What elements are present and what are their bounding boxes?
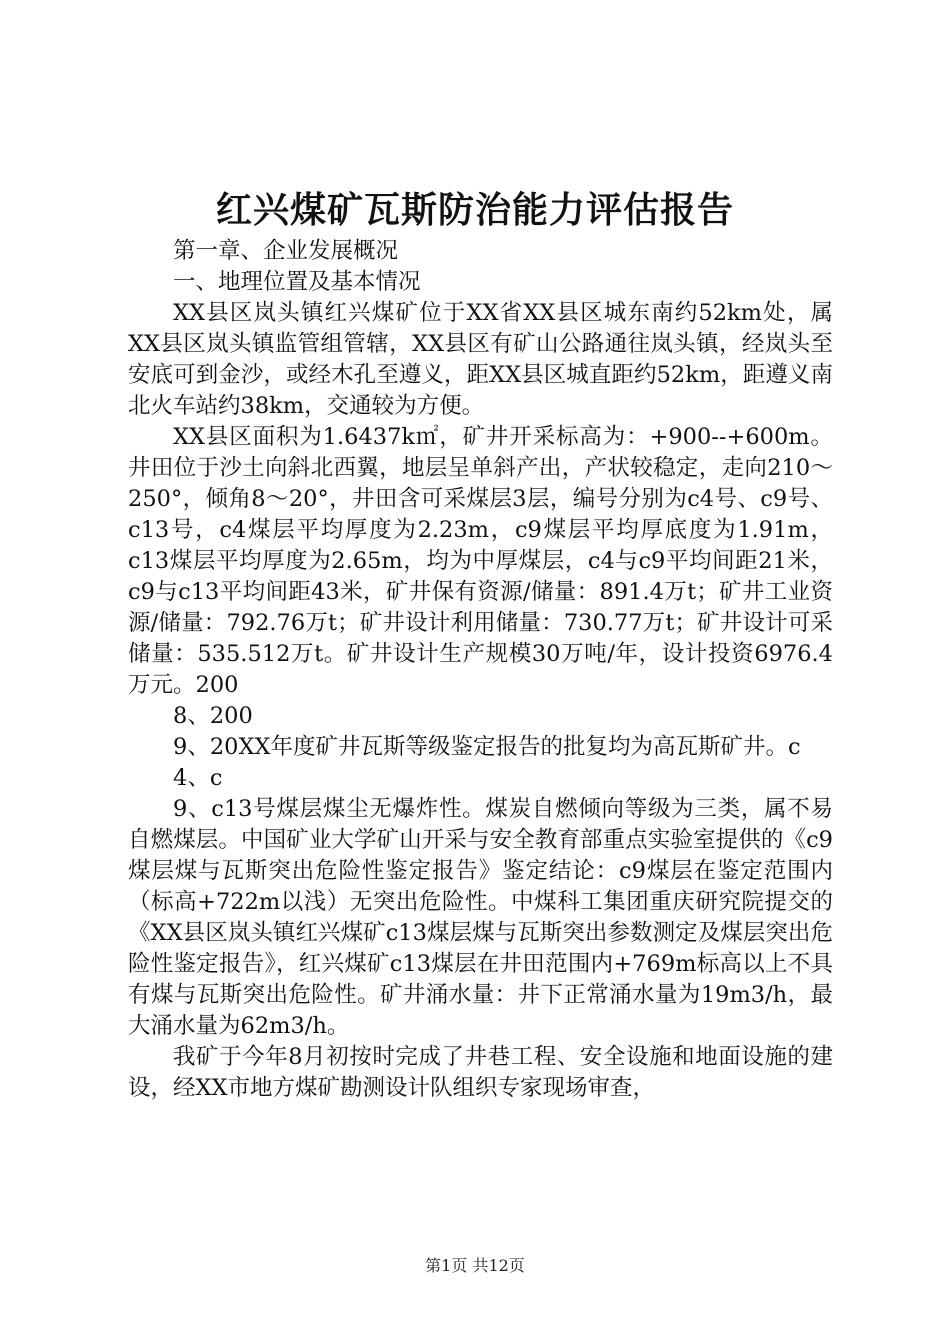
chapter-heading: 第一章、企业发展概况 — [173, 238, 399, 264]
paragraph-geology: XX县区面积为1.6437k㎡，矿井开采标高为：+900--+600m。井田位于沙土向斜北西翼，地层呈单斜产出，产状较稳定，走向210～250°，倾角8～20°，井田含可采煤层3层，编号分别为c4号、c9号、c13号，c4煤层平均厚度为2.23m，c9煤层平均厚底度为1.91m，c13煤层平均厚度为2.65m，均为中厚煤层，c4与c9平均间距21米，c9与c13平均间距43米，矿井保有资源/储量：891.4万t；矿井工业资源/储量：792.76万t；矿井设计利用储量：730.77万t；矿井设计可采储量：535.512万t。矿井设计生产规模30万吨/年，设计投资6976.4万元。200 — [128, 424, 833, 698]
paragraph-fragment: 4、c — [173, 765, 223, 791]
page-footer: 第1页 共12页 — [425, 1256, 525, 1275]
paragraph-construction: 我矿于今年8月初按时完成了井巷工程、安全设施和地面设施的建设，经XX市地方煤矿勘测设计队组织专家现场审查， — [128, 1044, 833, 1101]
paragraph-gas-level: 9、20XX年度矿井瓦斯等级鉴定报告的批复均为高瓦斯矿井。c — [173, 734, 801, 760]
section-heading: 一、地理位置及基本情况 — [173, 269, 421, 295]
paragraph-coal-dust: 9、c13号煤层煤尘无爆炸性。煤炭自燃倾向等级为三类，属不易自燃煤层。中国矿业大学矿山开采与安全教育部重点实验室提供的《c9煤层煤与瓦斯突出危险性鉴定报告》鉴定结论：c9煤层在鉴定范围内（标高+722m以浅）无突出危险性。中煤科工集团重庆研究院提交的《XX县区岚头镇红兴煤矿c13煤层煤与瓦斯突出参数测定及煤层突出危险性鉴定报告》，红兴煤矿c13煤层在井田范围内+769m标高以上不具有煤与瓦斯突出危险性。矿井涌水量：井下正常涌水量为19m3/h，最大涌水量为62m3/h。 — [128, 796, 833, 1039]
document-body — [128, 236, 833, 1104]
paragraph-location: XX县区岚头镇红兴煤矿位于XX省XX县区城东南约52km处，属XX县区岚头镇监管组管辖，XX县区有矿山公路通往岚头镇，经岚头至安底可到金沙，或经木孔至遵义，距XX县区城直距约52km，距遵义南北火车站约38km，交通较为方便。 — [128, 300, 833, 419]
document-title: 红兴煤矿瓦斯防治能力评估报告 — [215, 189, 734, 231]
paragraph-fragment: 8、200 — [173, 703, 253, 729]
